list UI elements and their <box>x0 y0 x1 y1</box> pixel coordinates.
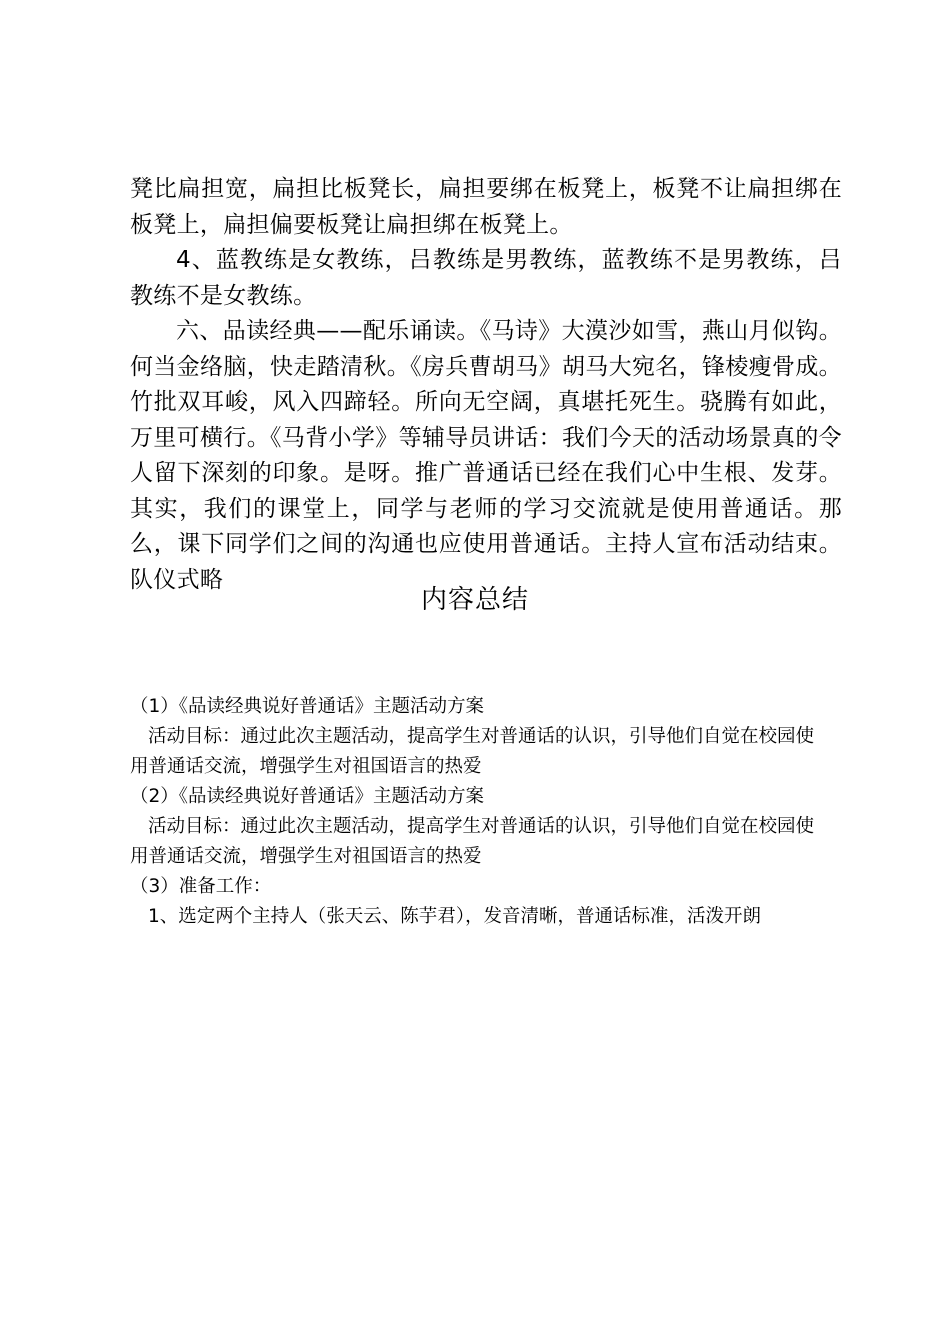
paragraph-tongue-twister-coach: 4、蓝教练是女教练，吕教练是男教练，蓝教练不是男教练，吕教练不是女教练。 <box>130 247 842 309</box>
body-text <box>130 172 842 598</box>
summary-item-2-title: （2）《品读经典说好普通话》主题活动方案 <box>130 786 485 807</box>
summary-item-2-text: 活动目标：通过此次主题活动，提高学生对普通话的认识，引导他们自觉在校园使用普通话交流，增强学生对祖国语言的热爱 <box>130 816 815 867</box>
summary-item-1-title: （1）《品读经典说好普通话》主题活动方案 <box>130 696 485 717</box>
summary-section <box>130 692 830 932</box>
summary-item-3-title: （3）准备工作： <box>130 876 272 897</box>
summary-item-1-text: 活动目标：通过此次主题活动，提高学生对普通话的认识，引导他们自觉在校园使用普通话交流，增强学生对祖国语言的热爱 <box>130 726 815 777</box>
summary-heading: 内容总结 <box>420 585 529 615</box>
summary-item-3-text: 1、选定两个主持人（张天云、陈芋君），发音清晰，普通话标准，活泼开朗 <box>148 906 762 927</box>
paragraph-classic-reading: 六、品读经典——配乐诵读。《马诗》大漠沙如雪，燕山月似钩。何当金络脑，快走踏清秋。《房兵曹胡马》胡马大宛名，锋棱瘦骨成。竹批双耳峻，风入四蹄轻。所向无空阔，真堪托死生。骁腾有如此，万里可横行。《马背小学》等辅导员讲话：我们今天的活动场景真的令人留下深刻的印象。是呀。推广普通话已经在我们心中生根、发芽。其实，我们的课堂上，同学与老师的学习交流就是使用普通话。那么，课下同学们之间的沟通也应使用普通话。主持人宣布活动结束。队仪式略 <box>130 318 842 593</box>
paragraph-tongue-twister-bench: 凳比扁担宽，扁担比板凳长，扁担要绑在板凳上，板凳不让扁担绑在板凳上，扁担偏要板凳让扁担绑在板凳上。 <box>130 176 842 238</box>
